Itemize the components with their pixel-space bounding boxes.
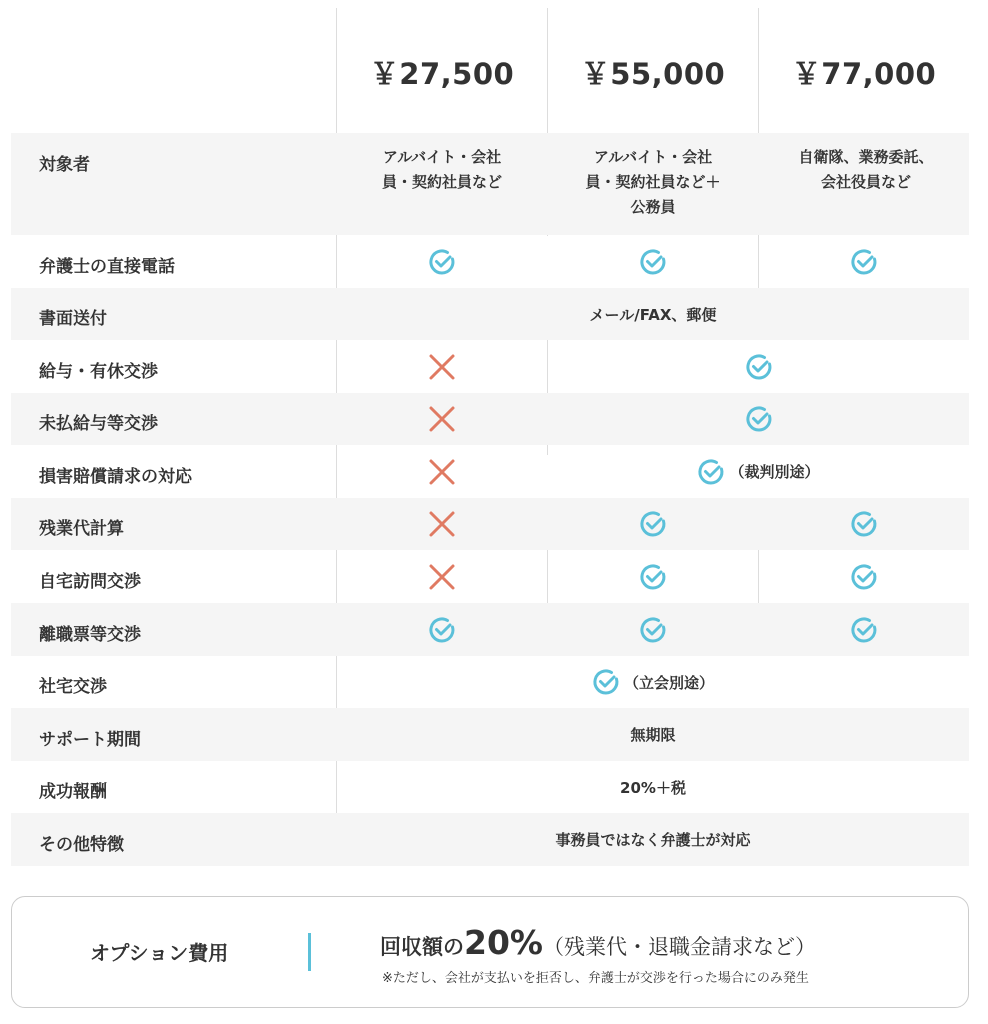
- check-circle-icon: [639, 510, 667, 538]
- check-circle-icon: [639, 248, 667, 276]
- row-label: 損害賠償請求の対応: [39, 467, 192, 487]
- plan-cell: [548, 393, 969, 445]
- other-value: 事務員ではなく弁護士が対応: [555, 831, 751, 849]
- plan-cell: [337, 445, 547, 498]
- plan-cell: [337, 550, 547, 603]
- plan-cell: [796, 133, 936, 235]
- cross-icon: [428, 458, 456, 486]
- row-label: 書面送付: [39, 309, 107, 329]
- plan-cell: [759, 603, 969, 656]
- check-circle-icon: [428, 248, 456, 276]
- check-circle-icon: [428, 616, 456, 644]
- row-label: 社宅交渉: [39, 677, 107, 697]
- plan-cell: [548, 603, 758, 656]
- option-percent: 20%: [464, 923, 543, 962]
- row-label: 未払給与等交渉: [39, 414, 158, 434]
- target-text: アルバイト・会社員・契約社員など＋公務員: [585, 148, 721, 216]
- check-circle-icon: [697, 458, 725, 486]
- plan-cell: [337, 288, 969, 340]
- check-circle-icon: [745, 405, 773, 433]
- plan-cell: [372, 133, 512, 235]
- cross-icon: [428, 563, 456, 591]
- plan-cell: [548, 235, 758, 288]
- plan-cell: [583, 133, 723, 235]
- success-fee-value: 20%＋税: [620, 778, 686, 797]
- option-title: オプション費用: [90, 941, 229, 965]
- row-label: 給与・有休交渉: [39, 362, 158, 382]
- plan-cell: [337, 340, 547, 393]
- plan-cell: [548, 445, 969, 498]
- plan-cell: [337, 498, 547, 550]
- check-circle-icon: [850, 510, 878, 538]
- plan-cell: [337, 761, 969, 813]
- plan-price: ￥55,000: [580, 57, 726, 91]
- target-text: アルバイト・会社員・契約社員など: [381, 148, 502, 191]
- plan-price: ￥27,500: [369, 57, 515, 91]
- plan-cell: [337, 235, 547, 288]
- cross-icon: [428, 405, 456, 433]
- plan-cell: [548, 498, 758, 550]
- row-label: 成功報酬: [39, 782, 107, 802]
- check-circle-icon: [592, 668, 620, 696]
- plan-cell: [759, 235, 969, 288]
- option-main-text: [380, 923, 816, 962]
- option-note: ※ただし、会社が支払いを拒否し、弁護士が交渉を行った場合にのみ発生: [382, 971, 809, 986]
- row-label: その他特徴: [39, 835, 124, 855]
- check-circle-icon: [745, 353, 773, 381]
- row-label: 離職票等交渉: [39, 625, 141, 645]
- check-circle-icon: [850, 616, 878, 644]
- target-text: 自衛隊、業務委託、会社役員など: [798, 148, 934, 191]
- option-separator: [308, 933, 311, 971]
- plan-cell: [759, 498, 969, 550]
- plan-cell: [337, 603, 547, 656]
- housing-note: （立会別途）: [623, 673, 714, 692]
- option-prefix: 回収額の: [380, 935, 464, 959]
- plan-cell: [548, 340, 969, 393]
- check-circle-icon: [850, 563, 878, 591]
- option-paren: （残業代・退職金請求など）: [543, 935, 816, 959]
- option-fee-box: [11, 896, 969, 1008]
- cross-icon: [428, 510, 456, 538]
- plan-cell: [337, 813, 969, 866]
- check-circle-icon: [639, 563, 667, 591]
- plan-cell: [337, 393, 547, 445]
- support-value: 無期限: [630, 726, 676, 744]
- row-label: 残業代計算: [39, 519, 124, 539]
- row-label: サポート期間: [39, 730, 141, 750]
- check-circle-icon: [850, 248, 878, 276]
- check-circle-icon: [639, 616, 667, 644]
- plan-cell: [337, 656, 969, 708]
- row-label: 自宅訪問交渉: [39, 572, 141, 592]
- row-label: 弁護士の直接電話: [39, 257, 175, 277]
- documents-value: メール/FAX、郵便: [589, 305, 717, 324]
- plan-cell: [337, 708, 969, 761]
- cross-icon: [428, 353, 456, 381]
- row-label: 対象者: [39, 155, 90, 175]
- damages-note: （裁判別途）: [729, 463, 820, 481]
- plan-cell: [759, 550, 969, 603]
- plan-price: ￥77,000: [791, 57, 937, 91]
- plan-cell: [548, 550, 758, 603]
